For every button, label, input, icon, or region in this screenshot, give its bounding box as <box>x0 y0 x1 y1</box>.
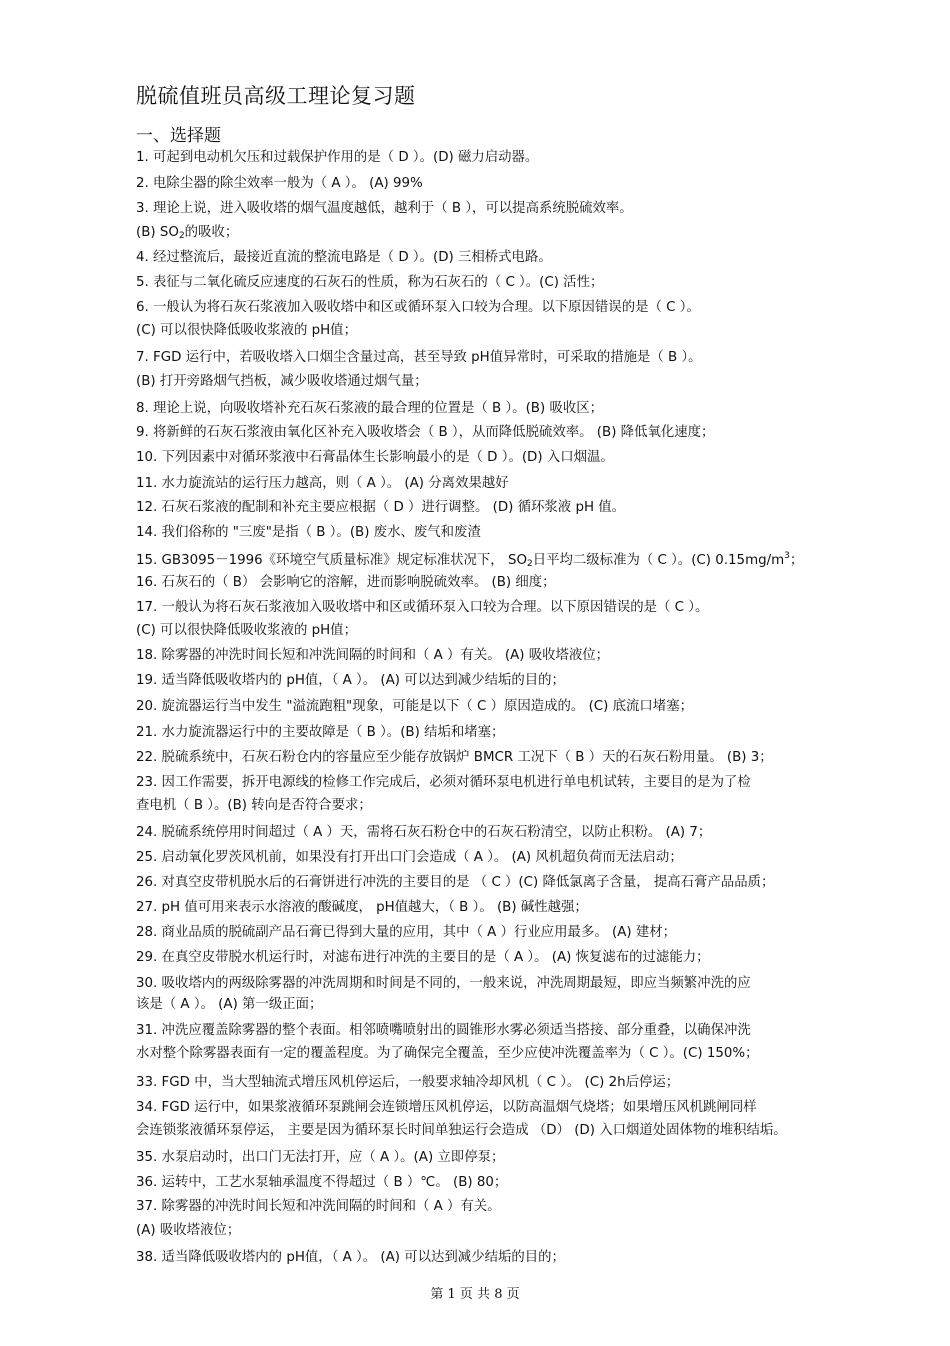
question-line: (C) 可以很快降低吸收浆液的 pH值； <box>136 323 357 338</box>
question-line: 23. 因工作需要，拆开电源线的检修工作完成后，必须对循环泵电机进行单电机试转，主要目的是为了检 <box>136 775 751 790</box>
question-line <box>136 224 238 245</box>
question-line: 30. 吸收塔内的两级除雾器的冲洗周期和时间是不同的，一般来说，冲洗周期最短，即应当频繁冲洗的应 <box>136 976 751 991</box>
line-segment: 的吸收； <box>184 225 239 240</box>
question-line: 4. 经过整流后，最接近直流的整流电路是（ D ）。(D) 三相桥式电路。 <box>136 250 552 265</box>
question-line: 20. 旋流器运行当中发生 "溢流跑粗"现象，可能是以下（ C ）原因造成的。 (C) 底流口堵塞； <box>136 699 693 714</box>
section-heading: 一、选择题 <box>136 126 221 146</box>
question-line: 2. 电除尘器的除尘效率一般为（ A ）。 (A) 99% <box>136 176 423 191</box>
question-line: 14. 我们俗称的 "三废"是指（ B ）。(B) 废水、废气和废渣 <box>136 525 481 540</box>
line-segment: 2 <box>178 231 185 241</box>
question-line: 35. 水泵启动时，出口门无法打开，应（ A ）。(A) 立即停泵； <box>136 1150 505 1165</box>
line-segment: 2 <box>527 559 533 569</box>
question-line: 29. 在真空皮带脱水机运行时，对滤布进行冲洗的主要目的是（ A ）。 (A) 恢复滤布的过滤能力； <box>136 950 710 965</box>
question-line: 19. 适当降低吸收塔内的 pH值，（ A ）。 (A) 可以达到减少结垢的目的； <box>136 673 565 688</box>
question-line: 16. 石灰石的（ B） 会影响它的溶解，进而影响脱硫效率。 (B) 细度； <box>136 575 556 590</box>
question-line: 31. 冲洗应覆盖除雾器的整个表面。相邻喷嘴喷射出的圆锥形水雾必须适当搭接、部分重叠，以确保冲洗 <box>136 1023 751 1038</box>
line-segment: 15. GB3095－1996《环境空气质量标准》规定标准状况下， SO <box>136 553 527 568</box>
line-segment: 3 <box>784 551 790 561</box>
question-line: 18. 除雾器的冲洗时间长短和冲洗间隔的时间和（ A ）有关。 (A) 吸收塔液位； <box>136 648 610 663</box>
question-line: 7. FGD 运行中，若吸收塔入口烟尘含量过高，甚至导致 pH值异常时，可采取的措施是（ B ）。 <box>136 350 702 365</box>
question-line: (B) 打开旁路烟气挡板，减少吸收塔通过烟气量； <box>136 374 428 389</box>
question-line: 3. 理论上说，进入吸收塔的烟气温度越低，越利于（ B ），可以提高系统脱硫效率。 <box>136 201 633 216</box>
question-line: 33. FGD 中，当大型轴流式增压风机停运后，一般要求轴冷却风机（ C ）。 (C) 2h后停运； <box>136 1075 680 1090</box>
question-line: 会连锁浆液循环泵停运， 主要是因为循环泵长时间单独运行会造成 （D） (D) 入口烟道处固体物的堆积结垢。 <box>136 1123 787 1138</box>
question-line: 12. 石灰石浆液的配制和补充主要应根据（ D ）进行调整。 (D) 循环浆液 pH 值。 <box>136 500 626 515</box>
line-segment: 日平均二级标准为（ C ）。(C) 0.15mg/m <box>532 553 785 568</box>
question-line: 38. 适当降低吸收塔内的 pH值，（ A ）。 (A) 可以达到减少结垢的目的； <box>136 1250 565 1265</box>
question-line: 25. 启动氧化罗茨风机前，如果没有打开出口门会造成（ A ）。 (A) 风机超负荷而无法启动； <box>136 850 683 865</box>
question-line: (C) 可以很快降低吸收浆液的 pH值； <box>136 623 357 638</box>
line-segment: (B) SO <box>136 225 179 240</box>
question-line: 21. 水力旋流器运行中的主要故障是（ B ）。(B) 结垢和堵塞； <box>136 725 505 740</box>
line-segment: ； <box>789 553 804 568</box>
question-line: 8. 理论上说，向吸收塔补充石灰石浆液的最合理的位置是（ B ）。(B) 吸收区； <box>136 401 604 416</box>
question-line: 24. 脱硫系统停用时间超过（ A ）天，需将石灰石粉仓中的石灰石粉清空，以防止积粉。 (A) 7； <box>136 825 712 840</box>
question-line: 1. 可起到电动机欠压和过载保护作用的是（ D ）。(D) 磁力启动器。 <box>136 150 539 165</box>
question-line: 5. 表征与二氧化硫反应速度的石灰石的性质，称为石灰石的（ C ）。(C) 活性； <box>136 275 604 290</box>
document-title: 脱硫值班员高级工理论复习题 <box>136 84 416 108</box>
question-line: 28. 商业品质的脱硫副产品石膏已得到大量的应用，其中（ A ）行业应用最多。 (A) 建材； <box>136 925 677 940</box>
question-line: 34. FGD 运行中，如果浆液循环泵跳闸会连锁增压风机停运，以防高温烟气烧塔；如果增压风机跳闸同样 <box>136 1100 757 1115</box>
page-footer: 第 1 页 共 8 页 <box>430 1287 520 1302</box>
question-line: 11. 水力旋流站的运行压力越高，则（ A ）。 (A) 分离效果越好 <box>136 476 509 491</box>
question-line: (A) 吸收塔液位； <box>136 1223 241 1238</box>
question-line: 10. 下列因素中对循环浆液中石膏晶体生长影响最小的是（ D ）。(D) 入口烟温。 <box>136 450 614 465</box>
question-line: 水对整个除雾器表面有一定的覆盖程度。为了确保完全覆盖，至少应使冲洗覆盖率为（ C ）。(C) 150%； <box>136 1046 759 1061</box>
question-line: 22. 脱硫系统中，石灰石粉仓内的容量应至少能存放锅炉 BMCR 工况下（ B ）天的石灰石粉用量。 (B) 3； <box>136 750 773 765</box>
question-line: 9. 将新鲜的石灰石浆液由氧化区补充入吸收塔会（ B ），从而降低脱硫效率。 (B) 降低氧化速度； <box>136 425 715 440</box>
question-line: 该是（ A ）。 (A) 第一级正面； <box>136 997 323 1012</box>
question-line: 17. 一般认为将石灰石浆液加入吸收塔中和区或循环泵入口较为合理。以下原因错误的是（ C ）。 <box>136 600 709 615</box>
question-line: 27. pH 值可用来表示水溶液的酸碱度， pH值越大，（ B ）。 (B) 碱性越强； <box>136 900 588 915</box>
question-line: 36. 运转中，工艺水泵轴承温度不得超过（ B ）℃。 (B) 80； <box>136 1175 508 1190</box>
question-line: 查电机（ B ）。(B) 转向是否符合要求； <box>136 798 372 813</box>
question-line: 26. 对真空皮带机脱水后的石膏饼进行冲洗的主要目的是 （ C ）(C) 降低氯离子含量， 提高石膏产品品质； <box>136 875 775 890</box>
question-line <box>136 547 803 573</box>
question-line: 6. 一般认为将石灰石浆液加入吸收塔中和区或循环泵入口较为合理。以下原因错误的是（ C ）。 <box>136 300 700 315</box>
question-line: 37. 除雾器的冲洗时间长短和冲洗间隔的时间和（ A ）有关。 <box>136 1199 501 1214</box>
